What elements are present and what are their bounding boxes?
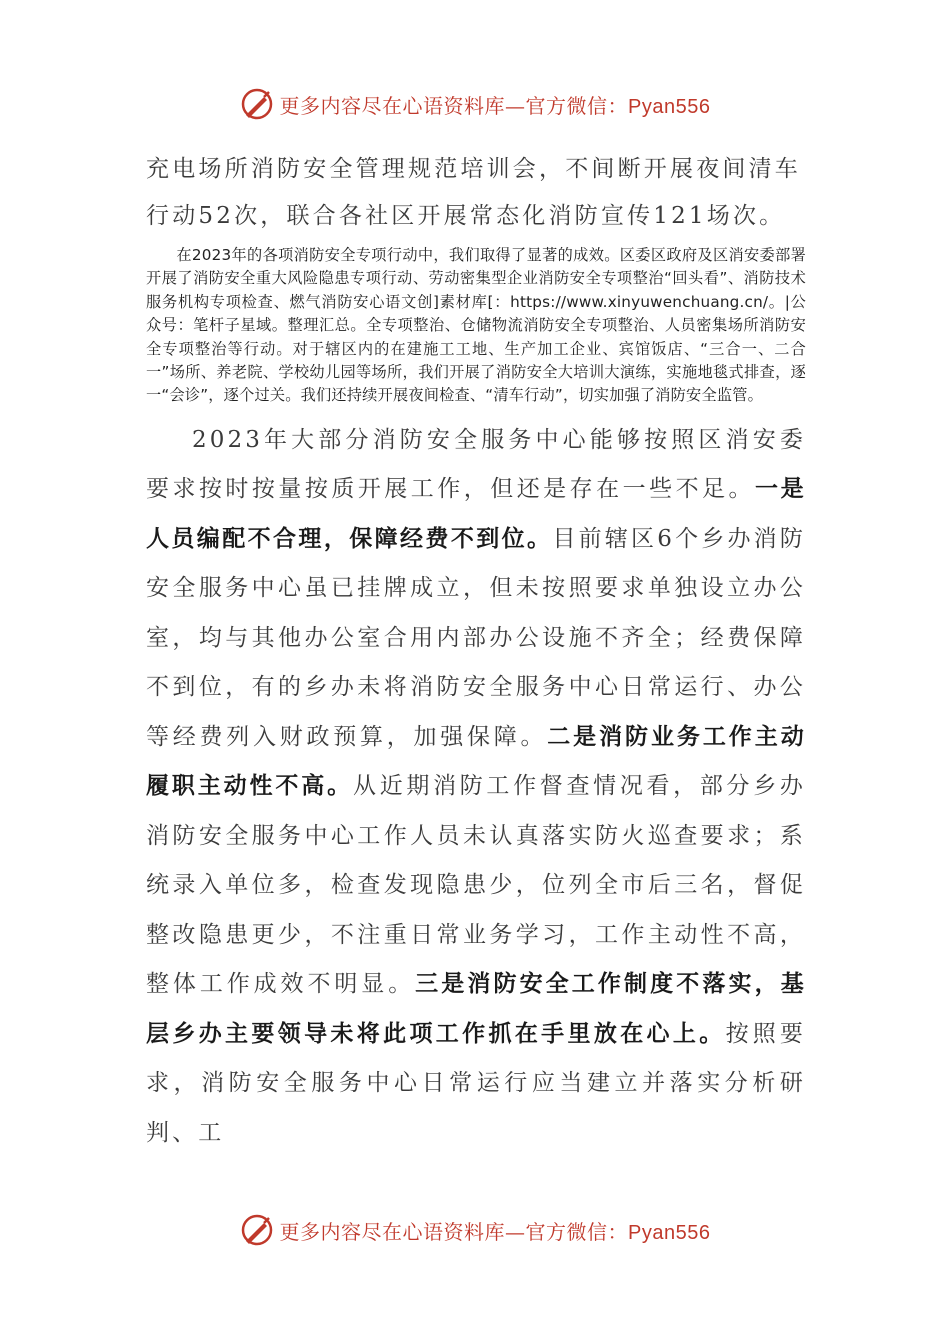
header-banner (0, 82, 950, 126)
pen-logo-icon (240, 87, 274, 121)
bold-point-3: 三是消防安全工作制度不落实，基层乡办主要领导未将此项工作抓在手里放在心上。 (146, 971, 806, 1047)
body-sentence-1: 2023年大部分消防安全服务中心能够按照区消安委要求按时按量按质开展工作，但还是存在一些不足。 (146, 426, 806, 503)
body-sentence-2: 目前辖区6个乡办消防安全服务中心虽已挂牌成立，但未按照要求单独设立办公室，均与其他办公室合用内部办公设施不齐全；经费保障不到位，有的乡办未将消防安全服务中心日常运行、办公等经费列入财政预算，加强保障。 (146, 525, 806, 750)
banner-wechat-id: Pyan556 (628, 95, 711, 118)
document-body (146, 146, 806, 1158)
lead-line-1: 充电场所消防安全管理规范培训会，不间断开展夜间清车 (146, 156, 801, 182)
banner-wechat-id: Pyan556 (628, 1221, 711, 1244)
lead-paragraph (146, 146, 806, 240)
lead-line-2: 行动52次，联合各社区开展常态化消防宣传121场次。 (146, 203, 786, 229)
banner-text: 更多内容尽在心语资料库—官方微信：Pyan556 (279, 1219, 711, 1244)
bold-point-2: 二是消防业务工作主动履职主动性不高。 (146, 723, 806, 800)
main-paragraph (146, 416, 806, 1159)
pen-logo-icon (240, 1213, 274, 1247)
inserted-small-paragraph: 在2023年的各项消防安全专项行动中，我们取得了显著的成效。区委区政府及区消安委部署开展了消防安全重大风险隐患专项行动、劳动密集型企业消防安全专项整治“回头看”、消防技术服务机构专项检查、燃气消防安心语文创]素材库[：https://www.xinyuwenchuang.cn/。|公众号：笔杆子星域。整理汇总。全专项整治、仓储物流消防安全专项整治、人员密集场所消防安全专项整治等行动。对于辖区内的在建施工工地、生产加工企业、宾馆饭店、“三合一、二合一”场所、养老院、学校幼儿园等场所，我们开展了消防安全大培训大演练，实施地毯式排查，逐一“会诊”，逐个过关。我们还持续开展夜间检查、“清车行动”，切实加强了消防安全监管。 (146, 246, 806, 405)
banner-text: 更多内容尽在心语资料库—官方微信：Pyan556 (279, 93, 711, 118)
bold-point-1: 一是人员编配不合理，保障经费不到位。 (146, 476, 806, 552)
footer-banner (0, 1208, 950, 1252)
body-sentence-3: 从近期消防工作督查情况看，部分乡办消防安全服务中心工作人员未认真落实防火巡查要求；系统录入单位多，检查发现隐患少，位列全市后三名，督促整改隐患更少，不注重日常业务学习，工作主动性不高，整体工作成效不明显。 (146, 773, 806, 998)
body-sentence-4: 按照要求，消防安全服务中心日常运行应当建立并落实分析研判、工 (146, 1020, 806, 1146)
